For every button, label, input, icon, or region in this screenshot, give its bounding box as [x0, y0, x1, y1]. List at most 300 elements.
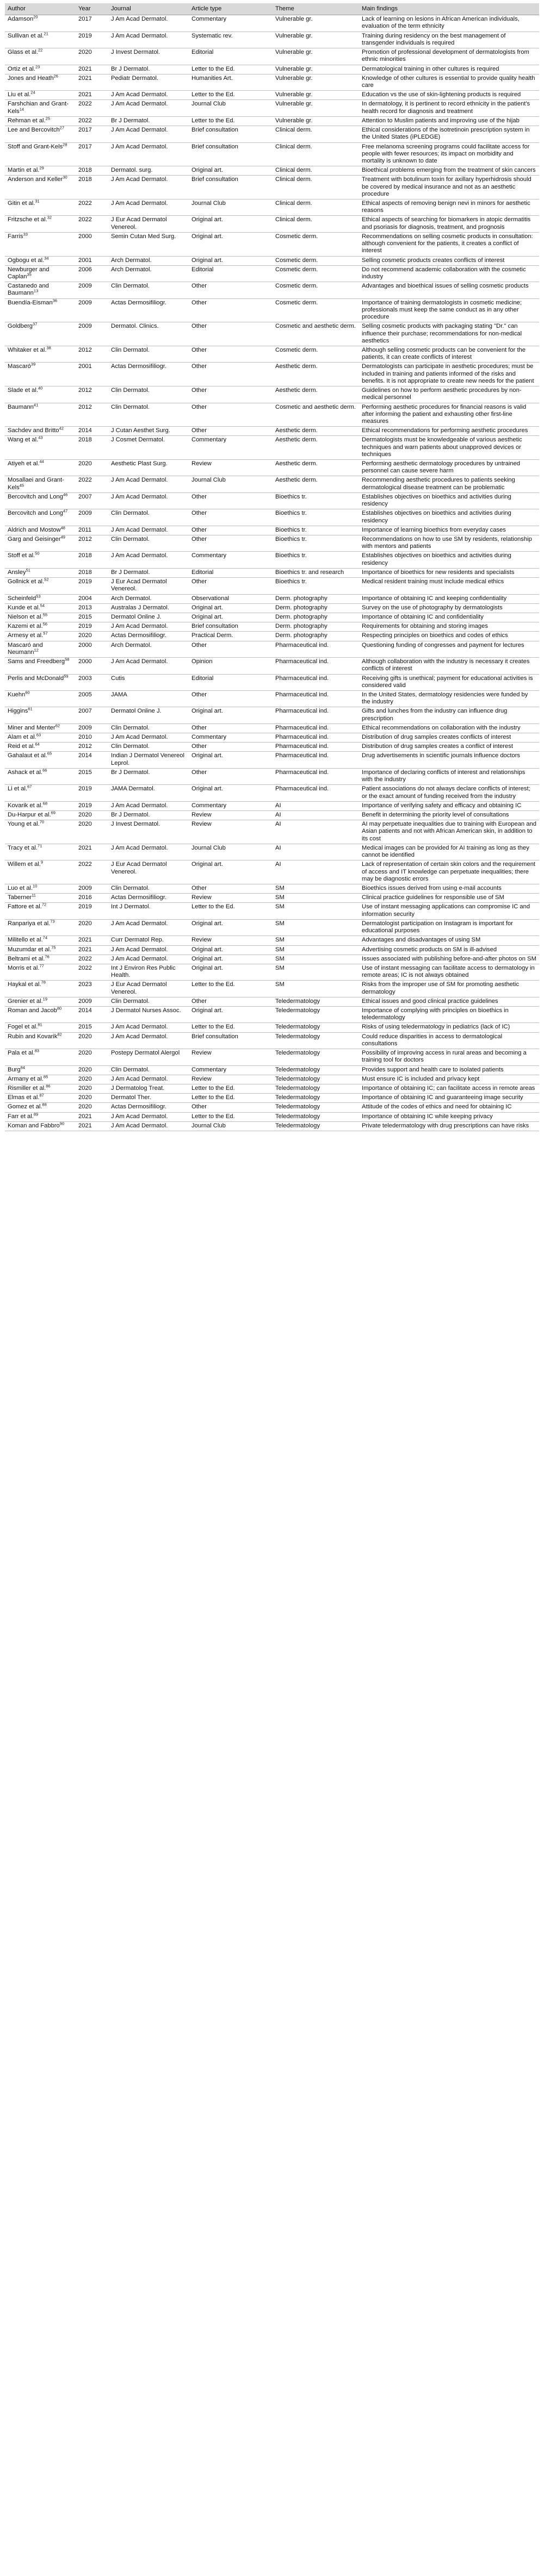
- table-row: [5, 256, 539, 265]
- reference-number: 48: [60, 525, 65, 531]
- table-row: [5, 509, 539, 526]
- main-findings-cell: Survey on the use of photography by dermatologists: [359, 603, 539, 613]
- author-cell: [5, 820, 76, 844]
- table-container: [0, 0, 544, 1131]
- table-row: [5, 363, 539, 386]
- reference-number: 19: [42, 996, 48, 1002]
- journal-cell: J Am Acad Dermatol.: [108, 919, 189, 935]
- theme-cell: Derm. photography: [273, 603, 359, 613]
- author-name: Scheinfeld: [8, 595, 36, 602]
- table-row: [5, 142, 539, 166]
- author-cell: [5, 91, 76, 100]
- main-findings-cell: Advantages and disadvantages of using SM: [359, 936, 539, 945]
- author-cell: [5, 707, 76, 723]
- article-type-cell: Letter to the Ed.: [189, 981, 273, 997]
- author-name: Li et al.: [8, 785, 28, 793]
- article-type-cell: Brief consultation: [189, 142, 273, 166]
- main-findings-cell: Patient associations do not always declare conflicts of interest; or the exact amount of funding received from the industry: [359, 785, 539, 801]
- article-type-cell: Observational: [189, 594, 273, 603]
- author-name: Kazemi et al.: [8, 623, 43, 630]
- year-cell: 2020: [76, 1103, 108, 1112]
- main-findings-cell: Treatment with botulinum toxin for axillary hyperhidrosis should be covered by medical insurance and not as an aesthetic procedure: [359, 176, 539, 199]
- year-cell: 2000: [76, 658, 108, 674]
- article-type-cell: Other: [189, 492, 273, 509]
- table-row: [5, 74, 539, 90]
- reference-number: 80: [57, 1006, 62, 1011]
- table-row: [5, 707, 539, 723]
- journal-cell: J Am Acad Dermatol.: [108, 199, 189, 216]
- main-findings-cell: Attitude of the codes of ethics and need for obtaining IC: [359, 1103, 539, 1112]
- author-cell: [5, 1049, 76, 1065]
- article-type-cell: Other: [189, 298, 273, 322]
- article-type-cell: Commentary: [189, 733, 273, 743]
- article-type-cell: Review: [189, 894, 273, 903]
- table-row: [5, 48, 539, 65]
- theme-cell: Cosmetic and aesthetic derm.: [273, 403, 359, 427]
- author-name: Bercovitch and Long: [8, 493, 63, 500]
- theme-cell: Clinical derm.: [273, 126, 359, 142]
- main-findings-cell: Importance of obtaining IC; can facilitate access in remote areas: [359, 1084, 539, 1094]
- table-row: [5, 1103, 539, 1112]
- author-name: Elmas et al.: [8, 1094, 40, 1101]
- main-findings-cell: In dermatology, it is pertinent to record ethnicity in the patient's health record for diagnosis and treatment: [359, 100, 539, 116]
- journal-cell: J Am Acad Dermatol.: [108, 955, 189, 964]
- article-type-cell: Other: [189, 322, 273, 346]
- reference-number: 88: [42, 1102, 47, 1107]
- reference-number: 83: [34, 1048, 40, 1053]
- author-cell: [5, 100, 76, 116]
- table-row: [5, 1084, 539, 1094]
- author-cell: [5, 955, 76, 964]
- table-header: [5, 3, 539, 15]
- reference-number: 11: [32, 893, 36, 898]
- author-name: Ogbogu et al.: [8, 257, 45, 264]
- main-findings-cell: Recommendations on how to use SM by residents, relationship with mentors and patients: [359, 535, 539, 552]
- author-name: Rubin and Kovarik: [8, 1033, 58, 1040]
- article-type-cell: Original art.: [189, 1007, 273, 1023]
- article-type-cell: Brief consultation: [189, 176, 273, 199]
- year-cell: 2009: [76, 298, 108, 322]
- reference-number: 13: [33, 288, 39, 294]
- year-cell: 2017: [76, 142, 108, 166]
- theme-cell: Teledermatology: [273, 1075, 359, 1084]
- author-name: Mosallaei and Grant-Kels: [8, 477, 64, 491]
- reference-number: 26: [53, 73, 58, 79]
- author-cell: [5, 535, 76, 552]
- author-name: Taberner: [8, 894, 32, 901]
- author-cell: [5, 282, 76, 298]
- main-findings-cell: Importance of complying with principles on bioethics in teledermatology: [359, 1007, 539, 1023]
- journal-cell: J Am Acad Dermatol.: [108, 801, 189, 810]
- main-findings-cell: Importance of verifying safety and efficacy and obtaining IC: [359, 801, 539, 810]
- reference-number: 46: [63, 492, 68, 497]
- reference-number: 61: [28, 706, 33, 712]
- year-cell: 2022: [76, 476, 108, 492]
- journal-cell: J Am Acad Dermatol.: [108, 126, 189, 142]
- author-name: Rismiller et al.: [8, 1085, 46, 1091]
- author-cell: [5, 860, 76, 884]
- main-findings-cell: Ethical issues and good clinical practice guidelines: [359, 997, 539, 1006]
- theme-cell: Teledermatology: [273, 1103, 359, 1112]
- reference-number: 33: [23, 232, 28, 237]
- table-row: [5, 903, 539, 919]
- reference-number: 67: [27, 784, 32, 789]
- year-cell: 2015: [76, 768, 108, 784]
- table-row: [5, 632, 539, 641]
- author-cell: [5, 346, 76, 362]
- author-cell: [5, 733, 76, 743]
- theme-cell: Cosmetic derm.: [273, 346, 359, 362]
- year-cell: 2000: [76, 641, 108, 657]
- author-cell: [5, 768, 76, 784]
- author-cell: [5, 492, 76, 509]
- article-type-cell: Other: [189, 768, 273, 784]
- author-name: Farris: [8, 233, 23, 240]
- reference-number: 43: [38, 435, 43, 440]
- table-row: [5, 436, 539, 460]
- theme-cell: Cosmetic derm.: [273, 282, 359, 298]
- journal-cell: J Am Acad Dermatol.: [108, 142, 189, 166]
- main-findings-cell: Lack of learning on lesions in African American individuals, evaluation of the term ethnicity: [359, 15, 539, 32]
- header-journal: Journal: [108, 3, 189, 15]
- author-name: Rehman et al.: [8, 117, 46, 124]
- journal-cell: Clin Dermatol.: [108, 346, 189, 362]
- main-findings-cell: Performing aesthetic procedures for financial reasons is valid after informing the patient and exhausting other first-line measures: [359, 403, 539, 427]
- author-cell: [5, 964, 76, 980]
- author-cell: [5, 945, 76, 955]
- author-name: Ranpariya et al.: [8, 920, 51, 927]
- year-cell: 2006: [76, 265, 108, 282]
- main-findings-cell: Provides support and health care to isolated patients: [359, 1065, 539, 1075]
- theme-cell: Clinical derm.: [273, 176, 359, 199]
- theme-cell: SM: [273, 936, 359, 945]
- article-type-cell: Other: [189, 578, 273, 594]
- author-name: Bercovitch and Long: [8, 510, 63, 517]
- reference-number: 75: [51, 944, 56, 950]
- journal-cell: J Am Acad Dermatol.: [108, 945, 189, 955]
- article-type-cell: Original art.: [189, 860, 273, 884]
- main-findings-cell: Importance of obtaining IC and keeping confidentiality: [359, 594, 539, 603]
- year-cell: 2020: [76, 811, 108, 820]
- journal-cell: Br J Dermatol.: [108, 65, 189, 74]
- article-type-cell: Original art.: [189, 603, 273, 613]
- author-name: Mascaró and Neumann: [8, 641, 43, 656]
- article-type-cell: Letter to the Ed.: [189, 65, 273, 74]
- main-findings-cell: Importance of obtaining IC and guaranteeing image security: [359, 1094, 539, 1103]
- reference-number: 50: [35, 551, 40, 556]
- table-row: [5, 785, 539, 801]
- author-cell: [5, 568, 76, 577]
- year-cell: 2018: [76, 552, 108, 568]
- table-row: [5, 1094, 539, 1103]
- table-row: [5, 166, 539, 176]
- year-cell: 2022: [76, 216, 108, 232]
- reference-number: 51: [26, 567, 30, 573]
- table-row: [5, 641, 539, 657]
- main-findings-cell: Establishes objectives on bioethics and activities during residency: [359, 509, 539, 526]
- article-type-cell: Original art.: [189, 919, 273, 935]
- year-cell: 2009: [76, 723, 108, 733]
- journal-cell: Clin Dermatol.: [108, 386, 189, 403]
- journal-cell: Arch Dermatol.: [108, 594, 189, 603]
- journal-cell: J Eur Acad Dermatol Venereol.: [108, 981, 189, 997]
- author-name: Burg: [8, 1066, 21, 1073]
- reference-number: 30: [63, 174, 67, 180]
- reference-number: 32: [47, 215, 52, 220]
- year-cell: 2014: [76, 1007, 108, 1023]
- main-findings-cell: Ethical considerations of the isotretinoin prescription system in the United States (iPLEDGE): [359, 126, 539, 142]
- year-cell: 2018: [76, 176, 108, 199]
- author-name: Aldrich and Mostow: [8, 526, 61, 533]
- theme-cell: Pharmaceutical ind.: [273, 733, 359, 743]
- author-cell: [5, 509, 76, 526]
- author-name: Fogel et al.: [8, 1024, 38, 1031]
- theme-cell: Bioethics tr. and research: [273, 568, 359, 577]
- journal-cell: Int J Environ Res Public Health.: [108, 964, 189, 980]
- theme-cell: SM: [273, 981, 359, 997]
- theme-cell: Bioethics tr.: [273, 509, 359, 526]
- table-row: [5, 32, 539, 48]
- main-findings-cell: In the United States, dermatology residencies were funded by the industry: [359, 690, 539, 707]
- header-article-type: Article type: [189, 3, 273, 15]
- main-findings-cell: Questioning funding of congresses and payment for lectures: [359, 641, 539, 657]
- article-type-cell: Letter to the Ed.: [189, 1094, 273, 1103]
- journal-cell: J Cutan Aesthet Surg.: [108, 427, 189, 436]
- table-row: [5, 1065, 539, 1075]
- theme-cell: Clinical derm.: [273, 199, 359, 216]
- theme-cell: Teledermatology: [273, 1112, 359, 1121]
- year-cell: 2013: [76, 603, 108, 613]
- reference-number: 54: [40, 603, 45, 608]
- article-type-cell: Original art.: [189, 256, 273, 265]
- author-name: Glass et al.: [8, 49, 38, 56]
- reference-number: 44: [39, 459, 44, 464]
- theme-cell: Pharmaceutical ind.: [273, 690, 359, 707]
- year-cell: 2018: [76, 166, 108, 176]
- main-findings-cell: Importance of bioethics for new residents and specialists: [359, 568, 539, 577]
- reference-number: 37: [33, 321, 38, 327]
- reference-number: 29: [39, 165, 44, 171]
- year-cell: 2009: [76, 509, 108, 526]
- main-findings-cell: Must ensure IC is included and privacy kept: [359, 1075, 539, 1084]
- journal-cell: J Am Acad Dermatol.: [108, 1121, 189, 1131]
- year-cell: 2020: [76, 632, 108, 641]
- year-cell: 2010: [76, 733, 108, 743]
- author-name: Ansley: [8, 569, 26, 576]
- reference-number: 85: [43, 1074, 48, 1080]
- main-findings-cell: Performing aesthetic dermatology procedures by untrained personnel can cause severe harm: [359, 460, 539, 476]
- author-cell: [5, 1007, 76, 1023]
- main-findings-cell: Medical images can be provided for AI training as long as they cannot be identified: [359, 844, 539, 860]
- year-cell: 2022: [76, 116, 108, 126]
- article-type-cell: Editorial: [189, 48, 273, 65]
- journal-cell: Actas Dermosifiliogr.: [108, 1103, 189, 1112]
- main-findings-cell: Dermatologist participation on Instagram is important for educational purposes: [359, 919, 539, 935]
- main-findings-cell: Benefit in determining the priority level of consultations: [359, 811, 539, 820]
- author-name: Reid et al.: [8, 743, 35, 750]
- article-type-cell: Editorial: [189, 568, 273, 577]
- article-type-cell: Other: [189, 884, 273, 893]
- table-row: [5, 116, 539, 126]
- year-cell: 2021: [76, 74, 108, 90]
- table-row: [5, 568, 539, 577]
- theme-cell: Cosmetic derm.: [273, 232, 359, 256]
- table-row: [5, 1007, 539, 1023]
- theme-cell: Vulnerable gr.: [273, 15, 359, 32]
- author-name: Sams and Freedberg: [8, 658, 65, 665]
- author-cell: [5, 116, 76, 126]
- main-findings-cell: Dermatological training in other cultures is required: [359, 65, 539, 74]
- author-name: Lee and Bercovitch: [8, 127, 60, 134]
- theme-cell: SM: [273, 945, 359, 955]
- reference-number: 64: [35, 741, 40, 747]
- table-row: [5, 801, 539, 810]
- theme-cell: Cosmetic derm.: [273, 265, 359, 282]
- year-cell: 2020: [76, 1049, 108, 1065]
- table-row: [5, 844, 539, 860]
- table-row: [5, 492, 539, 509]
- journal-cell: J Dermatol Nurses Assoc.: [108, 1007, 189, 1023]
- year-cell: 2005: [76, 690, 108, 707]
- year-cell: 2018: [76, 436, 108, 460]
- journal-cell: Br J Dermatol.: [108, 768, 189, 784]
- table-row: [5, 811, 539, 820]
- table-row: [5, 936, 539, 945]
- main-findings-cell: Importance of obtaining IC and confidentiality: [359, 613, 539, 622]
- theme-cell: Teledermatology: [273, 1049, 359, 1065]
- author-cell: [5, 919, 76, 935]
- main-findings-cell: Receiving gifts is unethical; payment for educational activities is considered valid: [359, 674, 539, 690]
- article-type-cell: Original art.: [189, 955, 273, 964]
- year-cell: 2015: [76, 1023, 108, 1032]
- year-cell: 2021: [76, 844, 108, 860]
- year-cell: 2019: [76, 785, 108, 801]
- reference-number: 38: [46, 345, 51, 351]
- author-cell: [5, 785, 76, 801]
- table-row: [5, 820, 539, 844]
- journal-cell: Arch Dermatol.: [108, 641, 189, 657]
- table-row: [5, 658, 539, 674]
- theme-cell: Aesthetic derm.: [273, 363, 359, 386]
- article-type-cell: Brief consultation: [189, 126, 273, 142]
- author-cell: [5, 1065, 76, 1075]
- table-row: [5, 216, 539, 232]
- journal-cell: J Am Acad Dermatol.: [108, 622, 189, 632]
- theme-cell: Pharmaceutical ind.: [273, 743, 359, 752]
- year-cell: 2021: [76, 936, 108, 945]
- table-row: [5, 981, 539, 997]
- theme-cell: Pharmaceutical ind.: [273, 785, 359, 801]
- journal-cell: Dermatol. Clinics.: [108, 322, 189, 346]
- author-name: Mascaró: [8, 363, 31, 370]
- table-row: [5, 955, 539, 964]
- article-type-cell: Original art.: [189, 232, 273, 256]
- author-name: Pala et al.: [8, 1050, 35, 1057]
- journal-cell: J Am Acad Dermatol.: [108, 15, 189, 32]
- year-cell: 2021: [76, 1121, 108, 1131]
- theme-cell: SM: [273, 919, 359, 935]
- article-type-cell: Other: [189, 535, 273, 552]
- reference-number: 65: [47, 751, 52, 756]
- reference-number: 72: [41, 902, 47, 907]
- year-cell: 2009: [76, 322, 108, 346]
- reference-number: 9: [40, 859, 44, 865]
- theme-cell: Pharmaceutical ind.: [273, 641, 359, 657]
- author-cell: [5, 903, 76, 919]
- journal-cell: J Am Acad Dermatol.: [108, 1112, 189, 1121]
- author-cell: [5, 403, 76, 427]
- author-name: Higgins: [8, 708, 28, 715]
- author-cell: [5, 844, 76, 860]
- reference-number: 74: [42, 935, 48, 940]
- year-cell: 2020: [76, 48, 108, 65]
- author-name: Gahalaut et al.: [8, 752, 47, 759]
- table-row: [5, 613, 539, 622]
- article-type-cell: Review: [189, 460, 273, 476]
- year-cell: 2012: [76, 535, 108, 552]
- year-cell: 2022: [76, 955, 108, 964]
- author-name: Ashack et al.: [8, 769, 43, 776]
- author-name: Farr et al.: [8, 1113, 34, 1120]
- theme-cell: Bioethics tr.: [273, 492, 359, 509]
- journal-cell: Clin Dermatol.: [108, 723, 189, 733]
- reference-number: 71: [37, 843, 42, 849]
- author-cell: [5, 811, 76, 820]
- article-type-cell: Journal Club: [189, 100, 273, 116]
- theme-cell: AI: [273, 811, 359, 820]
- table-row: [5, 386, 539, 403]
- table-row: [5, 594, 539, 603]
- journal-cell: Dermatol Online J.: [108, 613, 189, 622]
- theme-cell: Pharmaceutical ind.: [273, 674, 359, 690]
- table-row: [5, 723, 539, 733]
- author-cell: [5, 1103, 76, 1112]
- table-row: [5, 1049, 539, 1065]
- theme-cell: Teledermatology: [273, 1007, 359, 1023]
- table-row: [5, 65, 539, 74]
- article-type-cell: Original art.: [189, 216, 273, 232]
- author-cell: [5, 199, 76, 216]
- theme-cell: AI: [273, 801, 359, 810]
- article-type-cell: Other: [189, 346, 273, 362]
- theme-cell: AI: [273, 844, 359, 860]
- main-findings-cell: Recommendations on selling cosmetic products in consultation: although convenient for the patients, it creates a conflict of interest: [359, 232, 539, 256]
- author-name: Baumann: [8, 403, 34, 410]
- article-type-cell: Review: [189, 936, 273, 945]
- table-row: [5, 1032, 539, 1049]
- journal-cell: Br J Dermatol.: [108, 568, 189, 577]
- author-cell: [5, 436, 76, 460]
- journal-cell: J Invest Dermatol.: [108, 48, 189, 65]
- author-cell: [5, 363, 76, 386]
- journal-cell: Clin Dermatol.: [108, 743, 189, 752]
- article-type-cell: Other: [189, 427, 273, 436]
- author-name: Koman and Fabbro: [8, 1122, 60, 1129]
- author-name: Whitaker et al.: [8, 346, 47, 353]
- year-cell: 2004: [76, 594, 108, 603]
- theme-cell: Derm. photography: [273, 632, 359, 641]
- literature-review-table: [5, 3, 539, 1131]
- year-cell: 2020: [76, 919, 108, 935]
- article-type-cell: Other: [189, 723, 273, 733]
- author-name: Miner and Menter: [8, 724, 55, 731]
- reference-number: 77: [39, 963, 44, 969]
- journal-cell: J Eur Acad Dermatol Venereol.: [108, 216, 189, 232]
- reference-number: 86: [46, 1083, 51, 1089]
- author-name: Farshchian and Grant-Kels: [8, 101, 69, 115]
- table-row: [5, 232, 539, 256]
- year-cell: 2014: [76, 752, 108, 768]
